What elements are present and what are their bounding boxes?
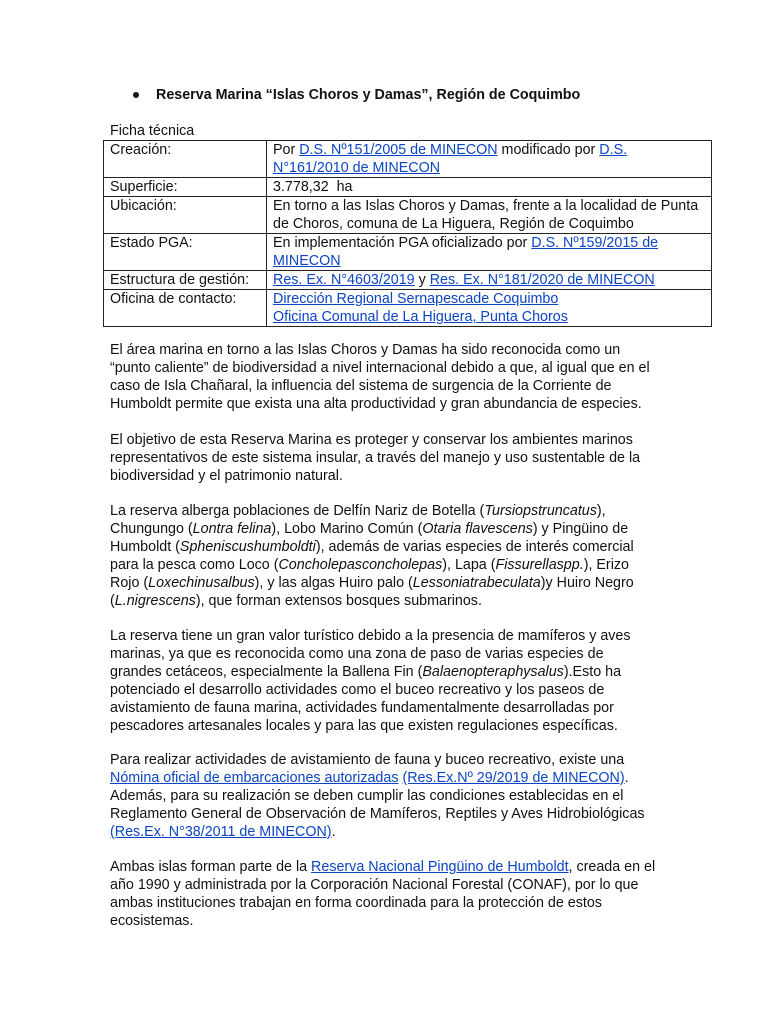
text: . [331, 824, 336, 840]
ds-151-link[interactable]: D.S. Nº151/2005 de MINECON [299, 142, 498, 158]
row-key: Estructura de gestión: [104, 271, 267, 290]
table-row [104, 234, 712, 271]
heading-row [133, 86, 580, 104]
oficina-comunal-link[interactable]: Oficina Comunal de La Higuera, Punta Choros [273, 309, 568, 325]
species-name: Otaria flavescens [422, 521, 533, 537]
row-key: Creación: [104, 141, 267, 178]
value-text: modificado por [497, 142, 600, 158]
species-name: Loxechinusalbus [148, 575, 255, 591]
species-name: Concholepasconcholepas [278, 557, 443, 573]
text: ).Esto ha potenciado el desarrollo actividades como el buceo recreativo y los paseos de avistamiento de fauna marina, actividades fundamentalmente desarrolladas por pescadores artesanales locales y para las que existen regulaciones específicas. [110, 664, 622, 734]
species-name: Spheniscushumboldti [179, 539, 316, 555]
direccion-regional-link[interactable]: Dirección Regional Sernapescade Coquimbo [273, 291, 559, 307]
bullet-icon [133, 92, 139, 98]
ds-161-link[interactable]: D.S. N°161/2010 de MINECON [273, 142, 628, 176]
text: La reserva alberga poblaciones de Delfín Nariz de Botella ( [110, 503, 485, 519]
paragraph-species [110, 502, 658, 610]
species-name: Tursiopstruncatus [484, 503, 597, 519]
reserva-nacional-link[interactable]: Reserva Nacional Pingüino de Humboldt [311, 859, 569, 875]
text: ), además de varias especies de interés comercial para la pesca como Loco ( [110, 539, 634, 573]
text: La reserva tiene un gran valor turístico debido a la presencia de mamíferos y aves marinas, ya que es reconocida como una zona de paso de varias especies de grandes cetáceos, especialmente la Ballena Fin ( [110, 628, 631, 680]
species-name: Fissurellaspp. [495, 557, 584, 573]
table-row [104, 178, 712, 197]
table-row [104, 141, 712, 178]
text: Para realizar actividades de avistamiento de fauna y buceo recreativo, existe una [110, 752, 625, 768]
row-key: Superficie: [104, 178, 267, 197]
row-key: Estado PGA: [104, 234, 267, 271]
text: ), que forman extensos bosques submarinos. [195, 593, 482, 609]
ds-159-link[interactable]: D.S. Nº159/2015 de MINECON [273, 235, 659, 269]
ficha-tecnica-table [103, 140, 712, 327]
text: ), Lapa ( [442, 557, 496, 573]
row-value [267, 234, 712, 271]
species-name: Lontra felina [192, 521, 272, 537]
text: )y Huiro Negro ( [110, 575, 634, 609]
row-key: Oficina de contacto: [104, 290, 267, 327]
text: ), y las algas Huiro palo ( [254, 575, 413, 591]
value-text: y [414, 272, 430, 288]
text: Ambas islas forman parte de la [110, 859, 312, 875]
text: ), Lobo Marino Común ( [271, 521, 423, 537]
row-value: 3.778,32 ha [267, 178, 712, 197]
value-text: En implementación PGA oficializado por [273, 235, 532, 251]
res-38-link[interactable]: (Res.Ex. N°38/2011 de MINECON) [110, 824, 332, 840]
row-key: Ubicación: [104, 197, 267, 234]
nomina-embarcaciones-link[interactable]: Nómina oficial de embarcaciones autorizadas [110, 770, 399, 786]
text: ), Chungungo ( [110, 503, 606, 537]
res-29-link[interactable]: (Res.Ex.Nº 29/2019 de MINECON) [402, 770, 625, 786]
paragraph-tourism [110, 627, 658, 735]
species-name: Balaenopteraphysalus [422, 664, 564, 680]
text: ) y Pingüino de Humboldt ( [110, 521, 629, 555]
paragraph-regulations [110, 751, 658, 841]
table-label: Ficha técnica [110, 123, 195, 139]
res-4603-link[interactable]: Res. Ex. N°4603/2019 [273, 272, 415, 288]
row-value [267, 271, 712, 290]
section-heading: Reserva Marina “Islas Choros y Damas”, Región de Coquimbo [156, 87, 581, 103]
table-row [104, 271, 712, 290]
res-181-link[interactable]: Res. Ex. N°181/2020 de MINECON [429, 272, 655, 288]
text: . Además, para su realización se deben cumplir las condiciones establecidas en el Reglamento General de Observación de Mamíferos, Reptiles y Aves Hidrobiológicas [110, 770, 645, 822]
table-row [104, 197, 712, 234]
paragraph-conaf [110, 858, 658, 930]
row-value: En torno a las Islas Choros y Damas, frente a la localidad de Punta de Choros, comuna de La Higuera, Región de Coquimbo [267, 197, 712, 234]
text: ), Erizo Rojo ( [110, 557, 629, 591]
row-value [267, 290, 712, 327]
paragraph-hotspot: El área marina en torno a las Islas Choros y Damas ha sido reconocida como un “punto caliente” de biodiversidad a nivel internacional debido a que, al igual que en el caso de Isla Chañaral, la influencia del sistema de surgencia de la Corriente de Humboldt permite que exista una alta productividad y gran abundancia de especies. [110, 342, 650, 412]
text: , creada en el año 1990 y administrada por la Corporación Nacional Forestal (CONAF), por lo que ambas instituciones trabajan en forma coordinada para la protección de estos ecosistemas. [110, 859, 656, 929]
species-name: Lessoniatrabeculata [412, 575, 541, 591]
row-value [267, 141, 712, 178]
paragraph-objective: El objetivo de esta Reserva Marina es proteger y conservar los ambientes marinos representativos de este sistema insular, a través del manejo y uso sustentable de la biodiversidad y el patrimonio natural. [110, 432, 641, 484]
value-text: Por [273, 142, 300, 158]
species-name: L.nigrescens [114, 593, 196, 609]
table-row [104, 290, 712, 327]
